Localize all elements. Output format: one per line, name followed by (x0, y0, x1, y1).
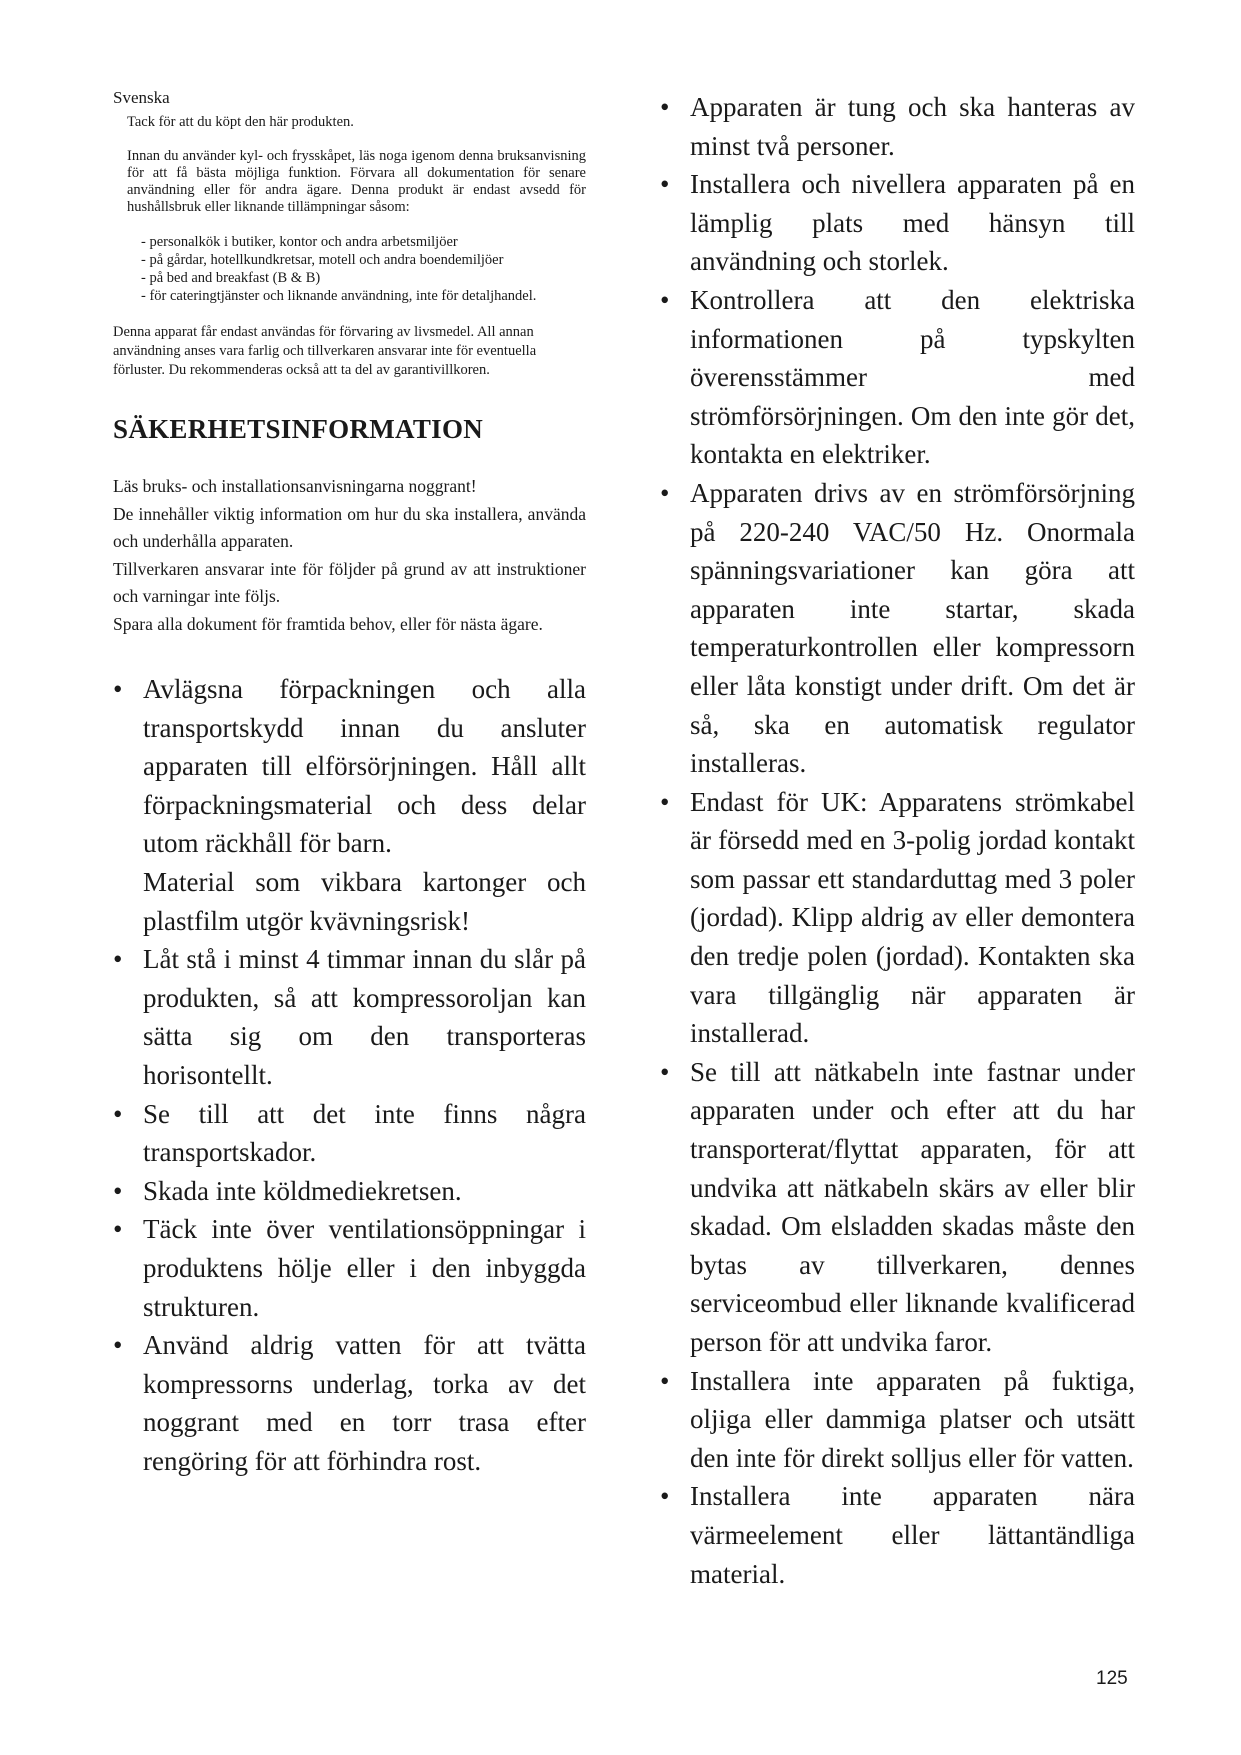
bullet-item: • Installera inte apparaten nära värmeelement eller lättantändliga material. (660, 1477, 1135, 1593)
read-line: Tillverkaren ansvarar inte för följder på grund av att instruktioner och varningar inte följs. (113, 558, 586, 606)
page-number: 125 (1096, 1668, 1128, 1689)
language-label: Svenska (113, 88, 170, 107)
bullet-text: • Skada inte köldmediekretsen. (143, 1175, 462, 1206)
use-list (141, 233, 586, 305)
bullet-item (113, 1210, 586, 1326)
bullet-item (113, 1326, 586, 1480)
bullet-item: • Apparaten drivs av en strömförsörjning på 220-240 VAC/50 Hz. Onormala spänningsvariationer kan göra att apparaten inte startar, skada temperaturkontrollen eller kompressorn eller låta konstigt under drift. Om det är så, ska en automatisk regulator installeras. (660, 474, 1135, 783)
safety-heading: SÄKERHETSINFORMATION (113, 414, 484, 444)
notice-text: Denna apparat får endast användas för förvaring av livsmedel. All annan användning anses vara farlig och tillverkaren ansvarar inte för eventuella förluster. Du rekommenderas också att ta del av garantivillkoren. (113, 324, 537, 378)
bullet-item (113, 1172, 586, 1211)
right-column (660, 88, 1135, 1593)
bullet-text: • Använd aldrig vatten för att tvätta kompressorns underlag, torka av det noggrant med en torr trasa efter rengöring för att förhindra rost. (143, 1330, 586, 1476)
bullet-item: • Installera inte apparaten på fuktiga, oljiga eller dammiga platser och utsätt den inte för direkt solljus eller för vatten. (660, 1362, 1135, 1478)
read-line: Spara alla dokument för framtida behov, eller för nästa ägare. (113, 613, 543, 634)
bullet-item (113, 940, 586, 1094)
bullet-item: • Apparaten är tung och ska hanteras av minst två personer. (660, 88, 1135, 165)
thanks-text: Tack för att du köpt den här produkten. (127, 114, 354, 130)
use-item: - på bed and breakfast (B & B) (141, 269, 586, 287)
right-bullet-list (660, 88, 1135, 1593)
bullet-text: • Låt stå i minst 4 timmar innan du slår på produkten, så att kompressoroljan kan sätta sig om den transporteras horisontellt. (143, 944, 586, 1090)
intro-text: Innan du använder kyl- och frysskåpet, läs noga igenom denna bruksanvisning för att få bästa möjliga funktion. Förvara all dokumentation för senare användning eller för andra ägare. Denna produkt är endast avsedd för hushållsbruk eller liknande tillämpningar såsom: (127, 148, 586, 215)
bullet-item (113, 670, 586, 940)
bullet-item: • Endast för UK: Apparatens strömkabel är försedd med en 3-polig jordad kontakt som passar ett standarduttag med 3 poler (jordad). Klipp aldrig av eller demontera den tredje polen (jordad). Kontakten ska vara tillgänglig när apparaten är installerad. (660, 783, 1135, 1053)
bullet-text: • Täck inte över ventilationsöppningar i produktens hölje eller i den inbyggda strukturen. (143, 1214, 586, 1322)
read-instructions (113, 473, 586, 638)
left-column (113, 88, 586, 1480)
read-line: Läs bruks- och installationsanvisningarna noggrant! (113, 476, 477, 496)
use-item: - för cateringtjänster och liknande användning, inte för detaljhandel. (141, 287, 586, 305)
bullet-text: Material som vikbara kartonger och plastfilm utgör kvävningsrisk! (143, 866, 586, 936)
left-bullet-list (113, 670, 586, 1480)
intro-block (127, 114, 586, 216)
bullet-item (113, 1095, 586, 1172)
bullet-item: • Se till att nätkabeln inte fastnar under apparaten under och efter att du har transporterat/flyttat apparaten, för att undvika att nätkabeln skärs av eller blir skadad. Om elsladden skadas måste den bytas av tillverkaren, dennes serviceombud eller liknande kvalificerad person för att undvika faror. (660, 1053, 1135, 1362)
bullet-text: • Avlägsna förpackningen och alla transportskydd innan du ansluter apparaten till elförsörjningen. Håll allt förpackningsmaterial och dess delar utom räckhåll för barn. (143, 674, 586, 859)
bullet-item: • Installera och nivellera apparaten på en lämplig plats med hänsyn till användning och storlek. (660, 165, 1135, 281)
bullet-item: • Kontrollera att den elektriska informationen på typskylten överensstämmer med strömförsörjningen. Om den inte gör det, kontakta en elektriker. (660, 281, 1135, 474)
use-item: - på gårdar, hotellkundkretsar, motell och andra boendemiljöer (141, 251, 586, 269)
use-item: - personalkök i butiker, kontor och andra arbetsmiljöer (141, 233, 586, 251)
bullet-text: • Se till att det inte finns några transportskador. (143, 1098, 586, 1168)
read-line: De innehåller viktig information om hur du ska installera, använda och underhålla apparaten. (113, 503, 586, 551)
